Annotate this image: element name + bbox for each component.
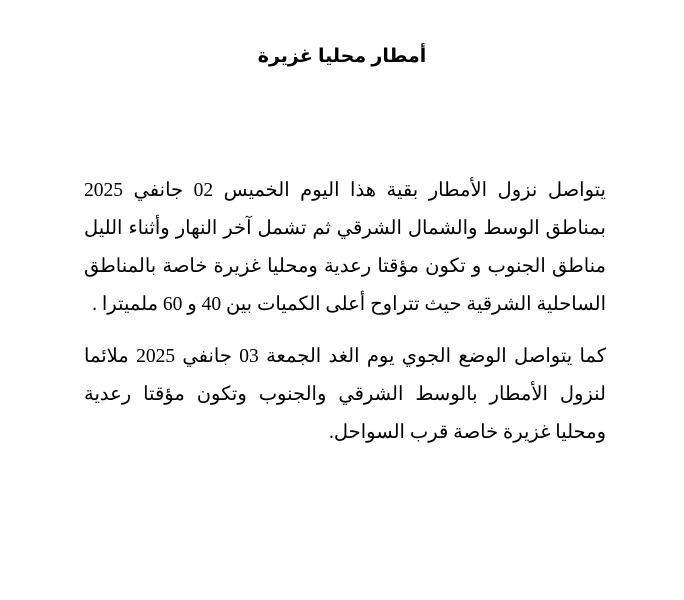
document-title: أمطار محليا غزيرة (257, 46, 427, 67)
paragraph-forecast-today: يتواصل نزول الأمطار بقية هذا اليوم الخميس 02 جانفي 2025 بمناطق الوسط والشمال الشرقي ثم تشمل آخر النهار وأثناء الليل مناطق الجنوب و تكون مؤقتا رعدية ومحليا غزيرة خاصة بالمناطق الساحلية الشرقية حيث تتراوح أعلى الكميات بين 40 و 60 ملميترا . (84, 180, 606, 315)
paragraph-forecast-tomorrow: كما يتواصل الوضع الجوي يوم الغد الجمعة 03 جانفي 2025 ملائما لنزول الأمطار بالوسط الشرقي والجنوب وتكون مؤقتا رعدية ومحليا غزيرة خاصة قرب السواحل. (84, 346, 606, 443)
